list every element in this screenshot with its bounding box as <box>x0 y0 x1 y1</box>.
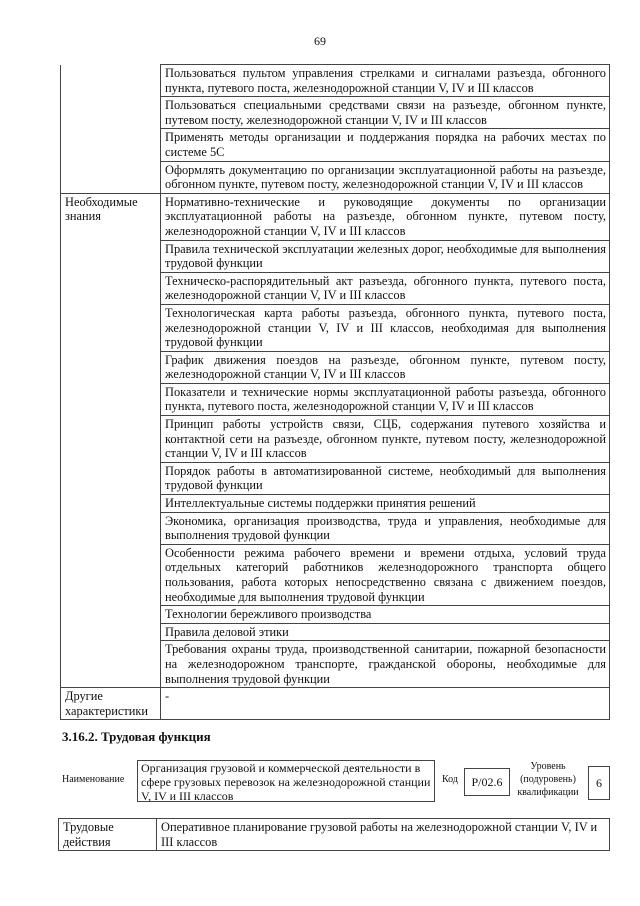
knowledge-item: Экономика, организация производства, труда и управления, необходимые для выполнения трудовой функции <box>161 512 610 544</box>
knowledge-item: Особенности режима рабочего времени и времени отдыха, условий труда отдельных категорий работников железнодорожного транспорта общего пользования, работа которых непосредственно связана с движением поездов, необходимые для выполнения трудовой функции <box>161 544 610 605</box>
skill-item: Применять методы организации и поддержания порядка на рабочих местах по системе 5С <box>161 129 610 161</box>
code-label: Код <box>442 774 458 785</box>
table-row <box>59 819 610 851</box>
function-code: P/02.6 <box>464 768 510 796</box>
knowledge-item: Техническо-распорядительный акт разъезда, обгонного пункта, путевого поста, железнодорожной станции V, IV и III классов <box>161 272 610 304</box>
table-row <box>61 193 610 240</box>
skill-item: Пользоваться пультом управления стрелками и сигналами разъезда, обгонного пункта, путевого поста, железнодорожной станции V, IV и III классов <box>161 65 610 97</box>
function-name: Организация грузовой и коммерческой деятельности в сфере грузовых перевозок на железнодорожной станции V, IV и III классов <box>137 760 435 802</box>
function-level: 6 <box>588 766 610 800</box>
knowledge-item: Порядок работы в автоматизированной системе, необходимый для выполнения трудовой функции <box>161 462 610 494</box>
table-row <box>61 688 610 720</box>
knowledge-item: Интеллектуальные системы поддержки принятия решений <box>161 495 610 513</box>
labor-actions-label: Трудовые действия <box>59 819 157 851</box>
skill-item: Оформлять документацию по организации эксплуатационной работы на разъезде, обгонном пункте, путевом посту, железнодорожной станции V, IV и III классов <box>161 161 610 193</box>
function-header <box>62 760 610 804</box>
knowledge-item: Требования охраны труда, производственной санитарии, пожарной безопасности на железнодорожном транспорте, гражданской обороны, необходимые для выполнения трудовой функции <box>161 641 610 688</box>
page-number: 69 <box>314 34 326 48</box>
knowledge-item: Показатели и технические нормы эксплуатационной работы разъезда, обгонного пункта, путевого поста, железнодорожной станции V, IV и III классов <box>161 383 610 415</box>
level-label: Уровень (подуровень) квалификации <box>517 761 579 798</box>
knowledge-item: График движения поездов на разъезде, обгонном пункте, путевом посту, железнодорожной станции V, IV и III классов <box>161 351 610 383</box>
knowledge-item: Технологии бережливого производства <box>161 606 610 624</box>
section-title: 3.16.2. Трудовая функция <box>62 729 211 744</box>
skill-item: Пользоваться специальными средствами связи на разъезде, обгонном пункте, путевом посту, железнодорожной станции V, IV и III классов <box>161 97 610 129</box>
knowledge-item: Нормативно-технические и руководящие документы по организации эксплуатационной работы на разъезде, обгонном пункте, путевом посту, железнодорожной станции V, IV и III классов <box>161 193 610 240</box>
knowledge-item: Правила технической эксплуатации железных дорог, необходимые для выполнения трудовой функции <box>161 240 610 272</box>
name-label: Наименование <box>62 774 125 785</box>
labor-action-item: Оперативное планирование грузовой работы на железнодорожной станции V, IV и III классов <box>157 819 610 851</box>
skills-label-cell <box>61 65 161 194</box>
knowledge-label: Необходимые знания <box>61 193 161 687</box>
knowledge-item: Принцип работы устройств связи, СЦБ, содержания путевого хозяйства и контактной сети на разъезде, обгонном пункте, путевом посту, железнодорожной станции V, IV и III классов <box>161 416 610 463</box>
other-characteristics-value: - <box>161 688 610 720</box>
other-characteristics-label: Другие характеристики <box>61 688 161 720</box>
knowledge-item: Технологическая карта работы разъезда, обгонного пункта, путевого поста, железнодорожной станции V, IV и III классов, необходимая для выполнения трудовой функции <box>161 304 610 351</box>
competency-table <box>60 64 610 720</box>
labor-actions-table <box>58 818 610 851</box>
knowledge-item: Правила деловой этики <box>161 623 610 641</box>
table-row <box>61 65 610 97</box>
